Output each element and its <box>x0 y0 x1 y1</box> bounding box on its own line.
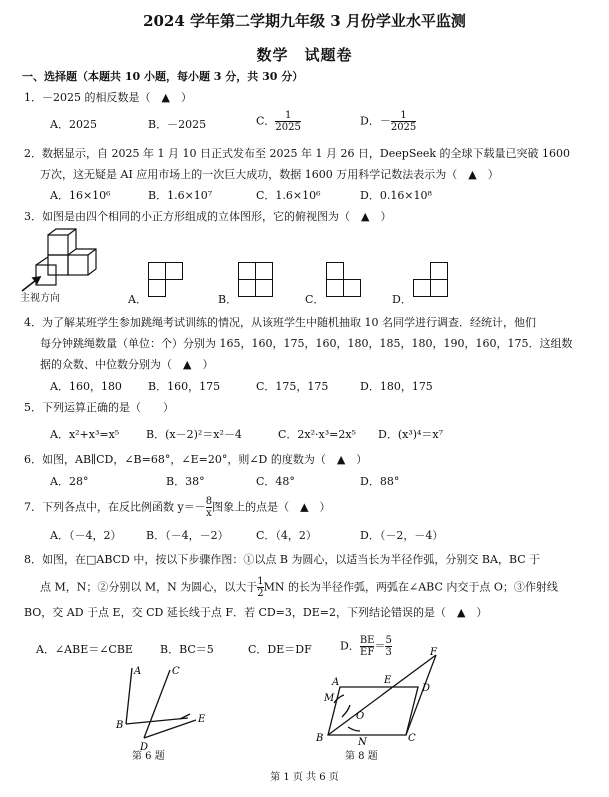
q6-option-a: A．28° <box>50 475 89 488</box>
q4-option-d: D．180，175 <box>360 380 433 393</box>
q2-option-c: C．1.6×10⁶ <box>256 189 321 202</box>
q3-option-c: C． <box>305 293 325 306</box>
q5-option-d: D．(x³)⁴＝x⁷ <box>378 428 444 441</box>
q3-stem: 3．如图是由四个相同的小正方形组成的立体图形，它的俯视图为（ ▲ ） <box>24 210 392 223</box>
q1-option-a: A．2025 <box>50 118 97 131</box>
q8-option-a: A．∠ABE＝∠CBE <box>36 643 133 656</box>
q4-line-3: 据的众数、中位数分别为（ ▲ ） <box>40 358 214 371</box>
q3-option-a: A． <box>128 293 147 306</box>
q6-option-d: D．88° <box>360 475 400 488</box>
q1-option-d: D．－ $\frac{1}{2025}$ <box>360 110 417 133</box>
q2-line-2: 万次，这无疑是 AI 应用市场上的一次巨大成功，数据 1600 万用科学记数法表示为（ ▲ ） <box>40 168 499 181</box>
q1-option-c: C． $\frac{1}{2025}$ <box>256 110 301 133</box>
q8-line-2: 点 M，N；②分别以 M，N 为圆心，以大于 $\frac{1}{2}$ MN 的长为半径作弧，两弧在∠ABC 内交于点 O；③作射线 <box>40 576 558 599</box>
section-heading: 一、选择题（本题共 10 小题，每小题 3 分，共 30 分） <box>22 70 304 83</box>
q6-option-c: C．48° <box>256 475 295 488</box>
fig6-label-e: E <box>198 714 206 725</box>
q3-view-direction-label: 主视方向 <box>20 293 60 304</box>
figure-6 <box>100 662 220 752</box>
q8-line-3: BO，交 AD 于点 E，交 CD 延长线于点 F．若 CD=3，DE=2，下列结论错误的是（ ▲ ） <box>24 606 488 619</box>
q3-option-b: B． <box>218 293 238 306</box>
q8-option-b: B．BC＝5 <box>160 643 214 656</box>
fig8-label-c: C <box>408 733 416 744</box>
fig6-label-b: B <box>116 720 124 731</box>
fig8-label-e: E <box>384 675 392 686</box>
q6-option-b: B．38° <box>166 475 205 488</box>
fig8-label-a: A <box>332 677 340 688</box>
q4-option-a: A．160，180 <box>50 380 122 393</box>
q2-line-1: 2．数据显示，自 2025 年 1 月 10 日正式发布至 2025 年 1 月 26 日，DeepSeek 的全球下载量已突破 1600 <box>24 147 571 160</box>
q8-line-1: 8．如图，在□ABCD 中，按以下步骤作图：①以点 B 为圆心，以适当长为半径作弧，分别交 BA，BC 于 <box>24 553 541 566</box>
exam-subtitle: 数学 试题卷 <box>256 46 353 64</box>
page-footer: 第 1 页 共 6 页 <box>270 772 339 783</box>
q1-option-b: B．－2025 <box>148 118 207 131</box>
q4-line-1: 4．为了解某班学生参加跳绳考试训练的情况，从该班学生中随机抽取 10 名同学进行调查．经统计，他们 <box>24 316 536 329</box>
q2-option-d: D．0.16×10⁸ <box>360 189 432 202</box>
fig8-label-f: F <box>430 647 437 658</box>
q4-line-2: 每分钟跳绳数量（单位：个）分别为 165，160，175，160，180，185，180，190，160，175．这组数 <box>40 337 573 350</box>
fig8-label-d: D <box>422 683 431 694</box>
q7-option-a: A．（－4，2） <box>50 529 122 542</box>
q7-stem: 7．下列各点中，在反比例函数 y＝－ $\frac{8}{x}$ 图象上的点是（ ▲ ） <box>24 496 331 519</box>
q1-stem: 1．－2025 的相反数是（ ▲ ） <box>24 91 192 104</box>
fig8-label-n: N <box>358 737 367 745</box>
q6-stem: 6．如图，AB∥CD，∠B=68°，∠E=20°，则∠D 的度数为（ ▲ ） <box>24 453 368 466</box>
figure-8 <box>312 645 452 745</box>
fig8-label-o: O <box>356 711 365 722</box>
q4-option-c: C．175，175 <box>256 380 329 393</box>
exam-title: 2024 学年第二学期九年级 3 月份学业水平监测 <box>143 12 466 30</box>
q3-option-d: D． <box>392 293 412 306</box>
q8-option-d: D． $\frac{BE}{EF}$ ＝ $\frac{5}{3}$ <box>340 635 392 658</box>
fig6-label-a: A <box>134 666 142 677</box>
q5-option-c: C．2x²·x³=2x⁵ <box>278 428 356 441</box>
q5-stem: 5．下列运算正确的是（ ） <box>24 401 174 414</box>
fig6-label-c: C <box>172 666 180 677</box>
q5-option-a: A．x²+x³=x⁵ <box>50 428 120 441</box>
fig8-label-m: M <box>324 693 335 704</box>
fig6-label-d: D <box>140 742 149 752</box>
q7-option-d: D．（－2，－4） <box>360 529 444 542</box>
fig8-label-b: B <box>316 733 324 744</box>
q7-option-b: B．（－4，－2） <box>146 529 229 542</box>
q2-option-a: A．16×10⁶ <box>50 189 111 202</box>
q4-option-b: B．160，175 <box>148 380 221 393</box>
figure-8-caption: 第 8 题 <box>345 751 378 762</box>
q5-option-b: B．(x－2)²＝x²－4 <box>146 428 242 441</box>
q8-option-c: C．DE＝DF <box>248 643 312 656</box>
q2-option-b: B．1.6×10⁷ <box>148 189 213 202</box>
q7-option-c: C．（4，2） <box>256 529 317 542</box>
figure-6-caption: 第 6 题 <box>132 751 165 762</box>
